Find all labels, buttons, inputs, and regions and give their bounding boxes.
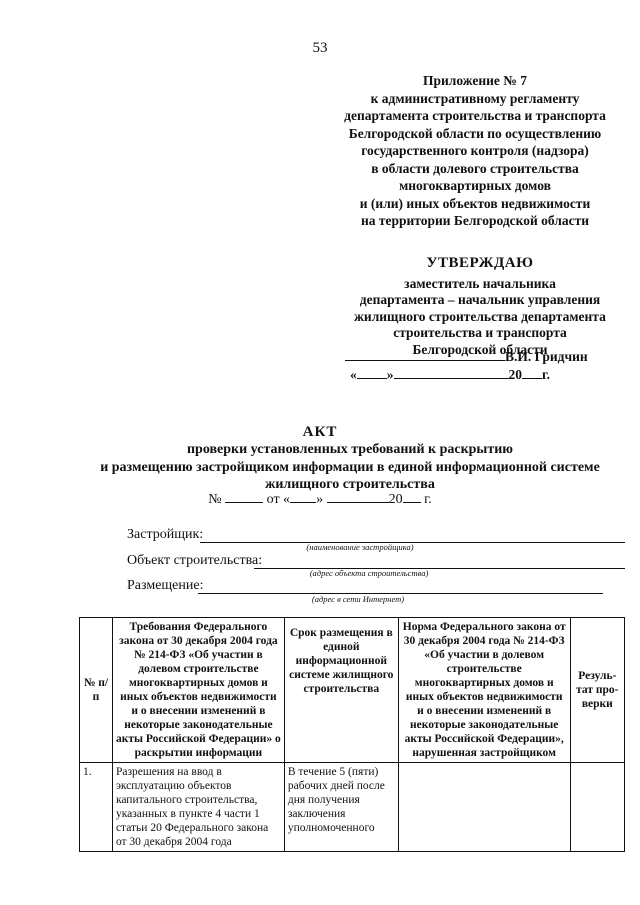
- row-requirement: Разрешения на ввод в эксплуатацию объектов капитального строительства, указанных в пункте 4 части 1 статьи 20 Федерального закона от 30 декабря 2004 года: [112, 763, 284, 852]
- header-requirement: Требования Федерального закона от 30 декабря 2004 года № 214-ФЗ «Об участии в долевом строительстве многоквартирных домов и иных объектов недвижимости и о внесении изменений в некоторые законодательные акты Российской Федерации» о раскрытии информации: [112, 618, 284, 763]
- year-blank[interactable]: [403, 490, 421, 503]
- appendix-line: и (или) иных объектов недвижимости: [359, 195, 591, 211]
- header-num: № п/п: [80, 618, 113, 763]
- date-year: 20: [508, 367, 522, 382]
- table-row: [80, 763, 625, 852]
- row-norm[interactable]: [398, 763, 570, 852]
- placement-hint: (адрес в сети Интернет): [311, 594, 405, 604]
- placement-label: Размещение:: [127, 578, 204, 593]
- from-label: от «: [266, 492, 291, 507]
- month-blank[interactable]: [327, 490, 389, 503]
- approval-date-line: [350, 366, 630, 383]
- act-number-line: [0, 490, 640, 508]
- act-subtitle: [60, 441, 640, 494]
- requirements-table: [79, 617, 625, 852]
- approval-line: строительства и транспорта: [393, 325, 567, 340]
- approval-line: жилищного строительства департамента: [354, 308, 606, 324]
- number-label: №: [208, 492, 222, 507]
- appendix-line: на территории Белгородской области: [360, 213, 590, 228]
- from-close: »: [316, 492, 324, 507]
- appendix-line: в области долевого строительства: [371, 160, 579, 176]
- header-norm: Норма Федерального закона от 30 декабря 2004 года № 214-ФЗ «Об участии в долевом строительстве многоквартирных домов и иных объектов недвижимости и о внесении изменений в некоторые законодательные акты Российской Федерации», нарушенная застройщиком: [398, 618, 570, 763]
- signature-blank[interactable]: [345, 348, 505, 361]
- signer-name: В.И. Гридчин: [505, 349, 588, 364]
- month-blank[interactable]: [394, 366, 509, 379]
- act-title: АКТ: [302, 424, 338, 440]
- day-blank[interactable]: [357, 366, 387, 379]
- row-deadline: В течение 5 (пяти) рабочих дней после дня получения заключения уполномоченного: [284, 763, 398, 852]
- appendix-line: к административному регламенту: [370, 90, 580, 106]
- subtitle-line: жилищного строительства: [265, 477, 435, 492]
- subtitle-line: проверки установленных требований к раскрытию: [186, 442, 514, 457]
- appendix-line: государственного контроля (надзора): [361, 143, 589, 158]
- signature-line: [345, 348, 630, 365]
- approval-line: заместитель начальника: [404, 275, 556, 291]
- developer-hint: (наименование застройщика): [306, 542, 414, 552]
- developer-label: Застройщик:: [127, 527, 204, 542]
- object-hint: (адрес объекта строительства): [309, 568, 429, 578]
- table-header-row: [80, 618, 625, 763]
- appendix-block: [320, 72, 630, 230]
- header-result: Резуль-тат про-верки: [570, 618, 624, 763]
- day-blank[interactable]: [290, 490, 316, 503]
- object-label: Объект строительства:: [127, 553, 263, 568]
- year-blank[interactable]: [522, 366, 542, 379]
- date-open-quote: «: [350, 367, 357, 382]
- year-suffix: г.: [424, 492, 432, 507]
- number-blank[interactable]: [225, 490, 263, 503]
- appendix-line: многоквартирных домов: [399, 178, 551, 193]
- act-year: 20: [388, 492, 403, 507]
- appendix-line: Приложение № 7: [423, 73, 527, 88]
- page-number: 53: [312, 40, 328, 56]
- approval-heading: УТВЕРЖДАЮ: [426, 255, 534, 271]
- row-num: 1.: [80, 763, 113, 852]
- subtitle-line: и размещению застройщиком информации в единой информационной системе: [100, 459, 600, 475]
- approval-line: Белгородской области: [412, 341, 548, 357]
- appendix-line: департамента строительства и транспорта: [344, 108, 606, 123]
- row-result[interactable]: [570, 763, 624, 852]
- approval-line: департамента – начальник управления: [359, 292, 601, 307]
- date-suffix: г.: [542, 367, 550, 382]
- header-deadline: Срок размещения в единой информационной системе жилищного строительства: [284, 618, 398, 763]
- approval-block: [330, 255, 630, 358]
- appendix-line: Белгородской области по осуществлению: [348, 125, 602, 141]
- date-close-quote: »: [386, 367, 394, 382]
